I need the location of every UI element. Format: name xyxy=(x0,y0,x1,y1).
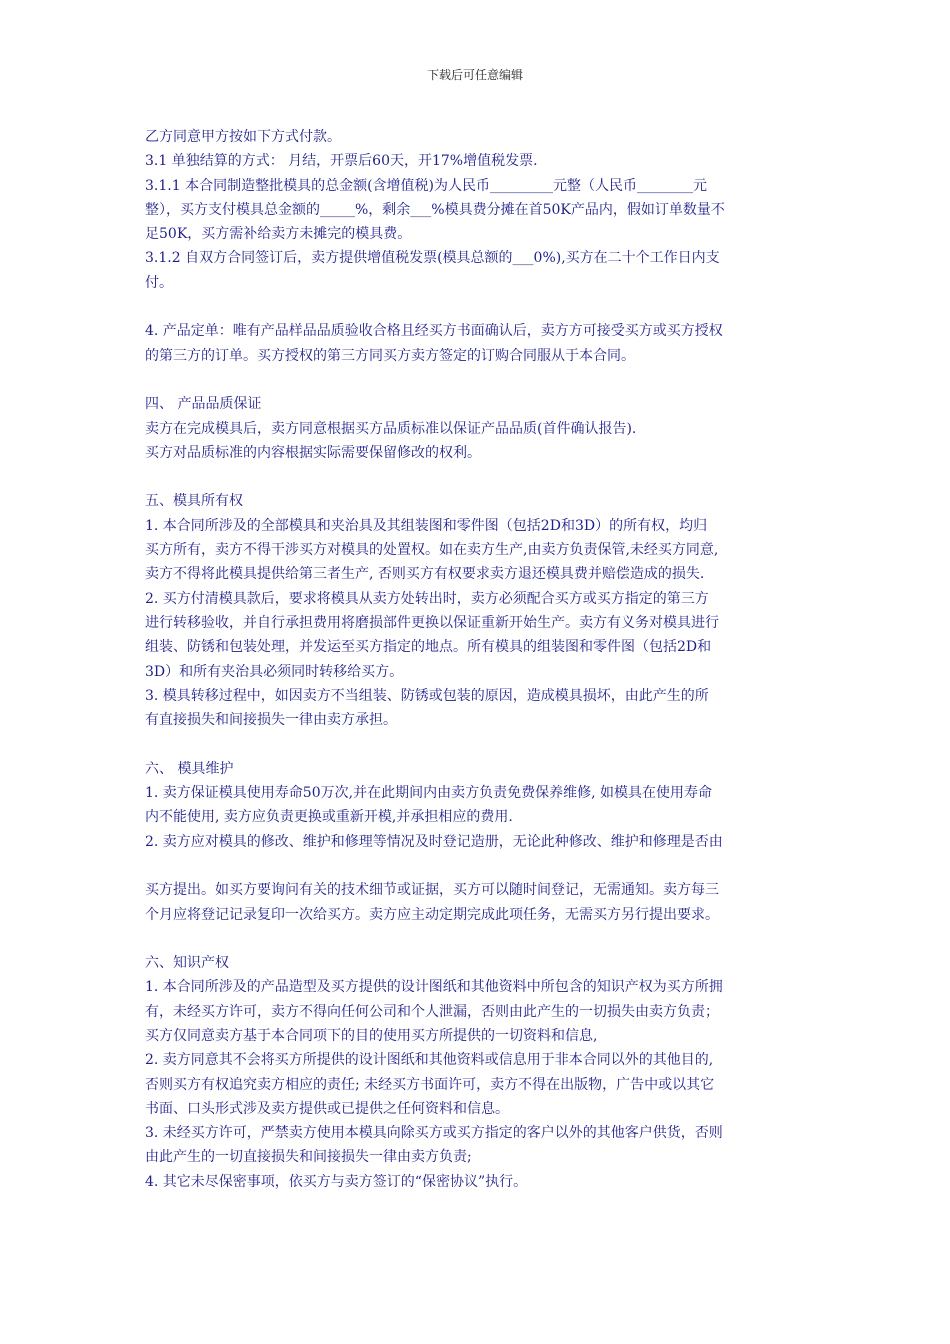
text-line: 六、知识产权 xyxy=(145,955,229,972)
text-line: 2. 卖方应对模具的修改、维护和修理等情况及时登记造册，无论此种修改、维护和修理是否由 xyxy=(145,833,723,850)
text-line: 卖方不得将此模具提供给第三者生产, 否则买方有权要求卖方退还模具费并赔偿造成的损失. xyxy=(145,566,705,583)
text-line: 有，未经买方许可，卖方不得向任何公司和个人泄漏，否则由此产生的一切损失由卖方负责； xyxy=(145,1003,719,1020)
text-line: 3. 未经买方许可，严禁卖方使用本模具向除买方或买方指定的客户以外的其他客户供货，否则 xyxy=(145,1125,723,1142)
text-line: 3. 模具转移过程中，如因卖方不当组装、防锈或包装的原因，造成模具损坏，由此产生的所 xyxy=(145,687,709,704)
text-line: 有直接损失和间接损失一律由卖方承担。 xyxy=(145,712,397,729)
text-line: 买方仅同意卖方基于本合同项下的目的使用买方所提供的一切资料和信息, xyxy=(145,1027,598,1044)
paragraph-gap xyxy=(145,854,807,878)
text-line: 乙方同意甲方按如下方式付款。 xyxy=(145,129,341,145)
text-line: 4. 产品定单：唯有产品样品品质验收合格且经买方书面确认后，卖方方可接受买方或买方授权 xyxy=(145,323,723,340)
text-line: 付。 xyxy=(145,274,173,291)
text-line: 六、 模具维护 xyxy=(145,760,234,777)
text-line: 否则买方有权追究卖方相应的责任; 未经买方书面许可，卖方不得在出版物，广告中或以其它 xyxy=(145,1076,715,1093)
text-line: 2. 买方付清模具款后，要求将模具从卖方处转出时，卖方必须配合买方或买方指定的第三方 xyxy=(145,590,709,607)
text-line: 买方对品质标准的内容根据实际需要保留修改的权利。 xyxy=(145,444,481,461)
paragraph-gap xyxy=(145,732,807,756)
text-line: 整），买方支付模具总金额的_____%，剩余___%模具费分摊在首50K产品内，假如订单数量不 xyxy=(145,201,725,218)
text-line: 组装、防锈和包装处理，并发运至买方指定的地点。所有模具的组装图和零件图（包括2D和 xyxy=(145,639,712,656)
text-line: 4. 其它未尽保密事项，依买方与卖方签订的“保密协议”执行。 xyxy=(145,1173,528,1190)
text-line: 由此产生的一切直接损失和间接损失一律由卖方负责; xyxy=(145,1149,472,1166)
text-line: 3.1.1 本合同制造整批模具的总金额(含增值税)为人民币_________元整（人民币________元 xyxy=(145,177,707,194)
text-line: 买方提出。如买方要询问有关的技术细节或证据，买方可以随时间登记，无需通知。卖方每三 xyxy=(145,882,719,899)
text-line: 3.1.2 自双方合同签订后，卖方提供增值税发票(模具总额的___0%),买方在二十个工作日内支 xyxy=(145,250,720,267)
paragraph-gap xyxy=(145,927,807,951)
text-line: 个月应将登记记录复印一次给买方。卖方应主动定期完成此项任务，无需买方另行提出要求。 xyxy=(145,906,719,923)
text-line: 进行转移验收，并自行承担费用将磨损部件更换以保证重新开始生产。卖方有义务对模具进行 xyxy=(145,614,719,631)
text-line: 五、模具所有权 xyxy=(145,493,243,510)
text-line: 卖方在完成模具后，卖方同意根据买方品质标准以保证产品品质(首件确认报告). xyxy=(145,420,637,437)
text-line: 3D）和所有夹治具必须同时转移给买方。 xyxy=(145,663,404,680)
text-line: 1. 本合同所涉及的产品造型及买方提供的设计图纸和其他资料中所包含的知识产权为买方所拥 xyxy=(145,979,723,996)
page-header: 下载后可任意编辑 xyxy=(426,68,523,82)
text-line: 内不能使用, 卖方应负责更换或重新开模,并承担相应的费用. xyxy=(145,809,513,826)
paragraph-gap xyxy=(145,465,807,489)
text-line: 3.1 单独结算的方式： 月结，开票后60天，开17%增值税发票. xyxy=(145,153,538,170)
text-line: 1. 卖方保证模具使用寿命50万次,并在此期间内由卖方负责免费保养维修, 如模具在使用寿命 xyxy=(145,785,712,802)
text-line: 足50K，买方需补给卖方未摊完的模具费。 xyxy=(145,226,412,243)
paragraph-gap xyxy=(145,368,807,392)
text-line: 的第三方的订单。买方授权的第三方同买方卖方签定的订购合同服从于本合同。 xyxy=(145,347,635,364)
text-line: 四、 产品品质保证 xyxy=(145,396,262,413)
text-line: 书面、口头形式涉及卖方提供或已提供之任何资料和信息。 xyxy=(145,1100,509,1117)
text-line: 1. 本合同所涉及的全部模具和夹治具及其组装图和零件图（包括2D和3D）的所有权，均归 xyxy=(145,517,708,534)
document-body xyxy=(145,125,807,1194)
text-line: 买方所有，卖方不得干涉买方对模具的处置权。如在卖方生产,由卖方负责保管,未经买方同意, xyxy=(145,542,719,559)
text-line: 2. 卖方同意其不会将买方所提供的设计图纸和其他资料或信息用于非本合同以外的其他目的, xyxy=(145,1052,714,1069)
paragraph-gap xyxy=(145,295,807,319)
